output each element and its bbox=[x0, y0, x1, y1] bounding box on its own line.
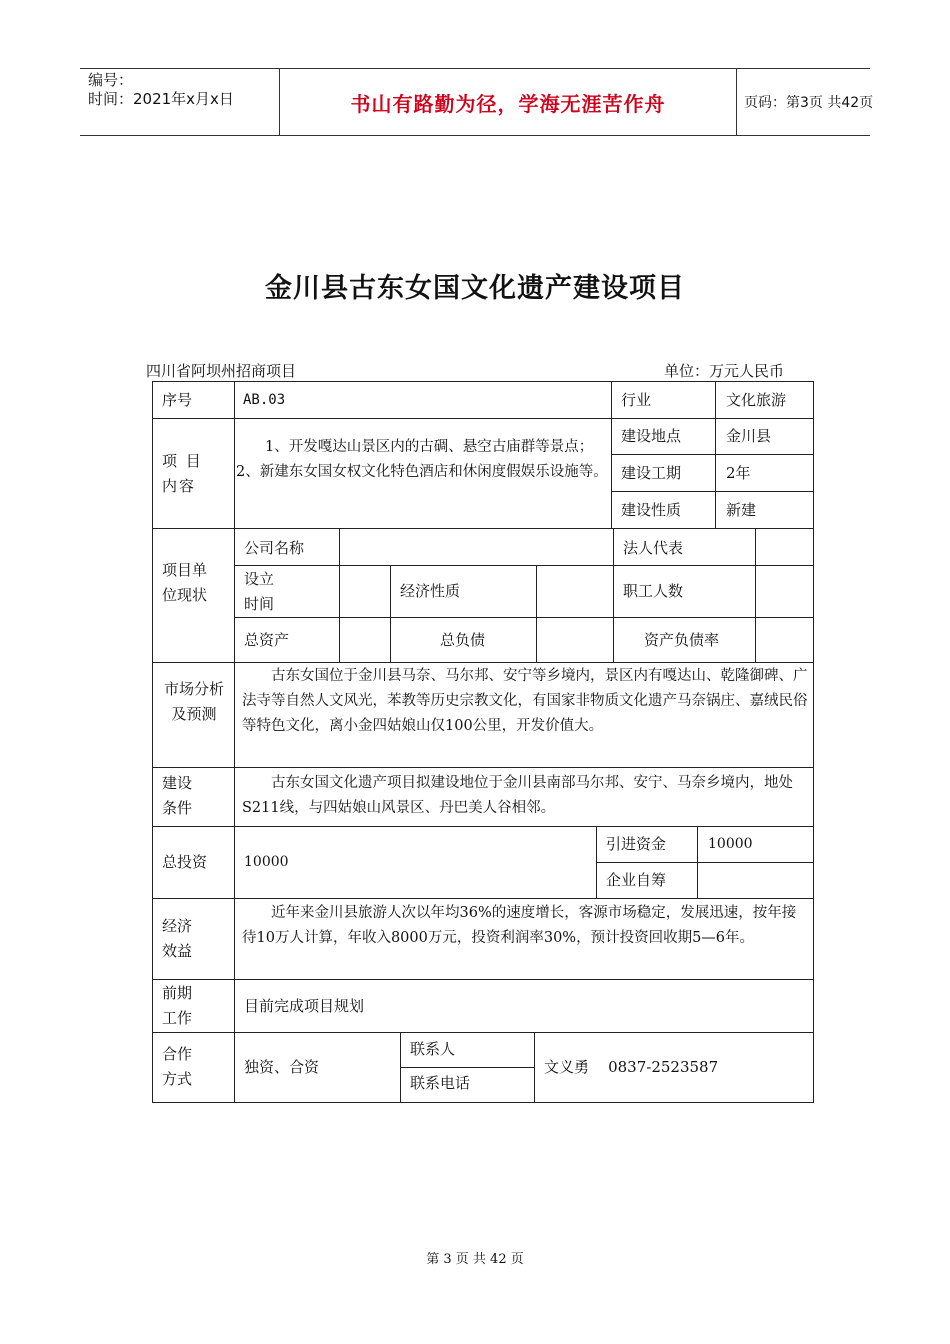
location-label: 建设地点 bbox=[621, 427, 682, 445]
grid-line bbox=[813, 381, 814, 1103]
document-source: 四川省阿坝州招商项目 bbox=[146, 362, 297, 380]
company-label: 公司名称 bbox=[244, 539, 305, 557]
grid-line bbox=[152, 662, 814, 663]
grid-line bbox=[611, 491, 814, 492]
contact-value: 文义勇 0837-2523587 bbox=[544, 1058, 719, 1076]
page-header bbox=[80, 68, 874, 136]
established-label: 设立时间 bbox=[244, 570, 275, 613]
benefit-text: 近年来金川县旅游人次以年均36%的速度增长，客源市场稳定，发展迅速，按年接待10万人计算，年收入8000万元，投资利润率30%，预计投资回收期5—6年。 bbox=[242, 905, 797, 946]
prework-text: 目前完成项目规划 bbox=[244, 997, 365, 1015]
phone-label: 联系电话 bbox=[410, 1074, 471, 1092]
nature-value: 新建 bbox=[726, 501, 757, 519]
location-value: 金川县 bbox=[726, 427, 772, 445]
header-motto: 书山有路勤为径，学海无涯苦作舟 bbox=[280, 69, 737, 135]
document-unit: 单位：万元人民币 bbox=[664, 362, 785, 380]
grid-line bbox=[400, 1032, 401, 1102]
grid-line bbox=[152, 381, 153, 1103]
grid-line bbox=[613, 528, 614, 662]
benefit-label: 经济效益 bbox=[162, 917, 193, 960]
grid-line bbox=[697, 826, 698, 898]
grid-line bbox=[339, 528, 340, 565]
status-label: 项目单位现状 bbox=[162, 561, 208, 604]
grid-line bbox=[611, 381, 612, 528]
grid-line bbox=[536, 565, 537, 662]
project-table bbox=[152, 381, 814, 1103]
document-title: 金川县古东女国文化遗产建设项目 bbox=[265, 273, 685, 304]
nature-label: 建设性质 bbox=[621, 501, 682, 519]
number-label: 编号： bbox=[88, 71, 134, 89]
period-value: 2年 bbox=[726, 464, 751, 482]
grid-line bbox=[596, 826, 597, 898]
grid-line bbox=[152, 767, 814, 768]
industry-label: 行业 bbox=[621, 391, 652, 409]
header-page-info: 页码：第3页 共42页 bbox=[744, 95, 874, 111]
period-label: 建设工期 bbox=[621, 464, 682, 482]
grid-line bbox=[339, 565, 340, 662]
grid-line bbox=[534, 1032, 535, 1102]
grid-line bbox=[715, 381, 716, 528]
investment-value: 10000 bbox=[244, 854, 289, 870]
total-debt-label: 总负债 bbox=[440, 631, 486, 649]
self-raised-label: 企业自筹 bbox=[606, 871, 667, 889]
total-assets-label: 总资产 bbox=[244, 631, 290, 649]
prework-label: 前期工作 bbox=[162, 984, 193, 1027]
conditions-text: 古东女国文化遗产项目拟建设地位于金川县南部马尔邦、安宁、马奈乡境内，地处S211线，与四姑娘山风景区、丹巴美人谷相邻。 bbox=[242, 775, 793, 816]
coop-label: 合作方式 bbox=[162, 1045, 193, 1088]
grid-line bbox=[152, 979, 814, 980]
grid-line bbox=[234, 617, 814, 618]
contact-label: 联系人 bbox=[410, 1040, 456, 1058]
industry-value: 文化旅游 bbox=[726, 391, 787, 409]
grid-line bbox=[152, 1032, 814, 1033]
header-meta bbox=[80, 69, 280, 135]
employees-label: 职工人数 bbox=[623, 582, 684, 600]
grid-line bbox=[152, 826, 814, 827]
content-label: 项 目 内容 bbox=[162, 452, 203, 495]
grid-line bbox=[152, 1102, 814, 1103]
investment-label: 总投资 bbox=[162, 853, 208, 871]
legal-rep-label: 法人代表 bbox=[623, 539, 684, 557]
grid-line bbox=[234, 381, 235, 1103]
content-text: 1、开发嘎达山景区内的古碉、悬空古庙群等景点；2、新建东女国女权文化特色酒店和休闲度假娱乐设施等。 bbox=[236, 439, 608, 480]
grid-line bbox=[390, 565, 391, 662]
introduced-value: 10000 bbox=[708, 836, 753, 852]
grid-line bbox=[152, 528, 814, 529]
market-label: 市场分析及预测 bbox=[164, 680, 225, 723]
serial-value: AB.03 bbox=[243, 392, 286, 408]
econ-nature-label: 经济性质 bbox=[400, 582, 461, 600]
grid-line bbox=[234, 565, 814, 566]
introduced-label: 引进资金 bbox=[606, 835, 667, 853]
page-footer: 第 3 页 共 42 页 bbox=[426, 1252, 524, 1267]
time-label: 时间：2021年x月x日 bbox=[88, 90, 234, 108]
coop-value: 独资、合资 bbox=[244, 1058, 320, 1076]
grid-line bbox=[755, 528, 756, 662]
serial-label: 序号 bbox=[162, 391, 193, 409]
grid-line bbox=[400, 1067, 534, 1068]
grid-line bbox=[596, 862, 814, 863]
grid-line bbox=[152, 898, 814, 899]
market-text: 古东女国位于金川县马奈、马尔邦、安宁等乡境内，景区内有嘎达山、乾隆御碑、广法寺等自然人文风光，苯教等历史宗教文化，有国家非物质文化遗产马奈锅庄、嘉绒民俗等特色文化，离小金四姑娘山仅100公里，开发价值大。 bbox=[242, 668, 808, 734]
grid-line bbox=[611, 454, 814, 455]
conditions-label: 建设条件 bbox=[162, 774, 193, 817]
debt-ratio-label: 资产负债率 bbox=[644, 631, 720, 649]
